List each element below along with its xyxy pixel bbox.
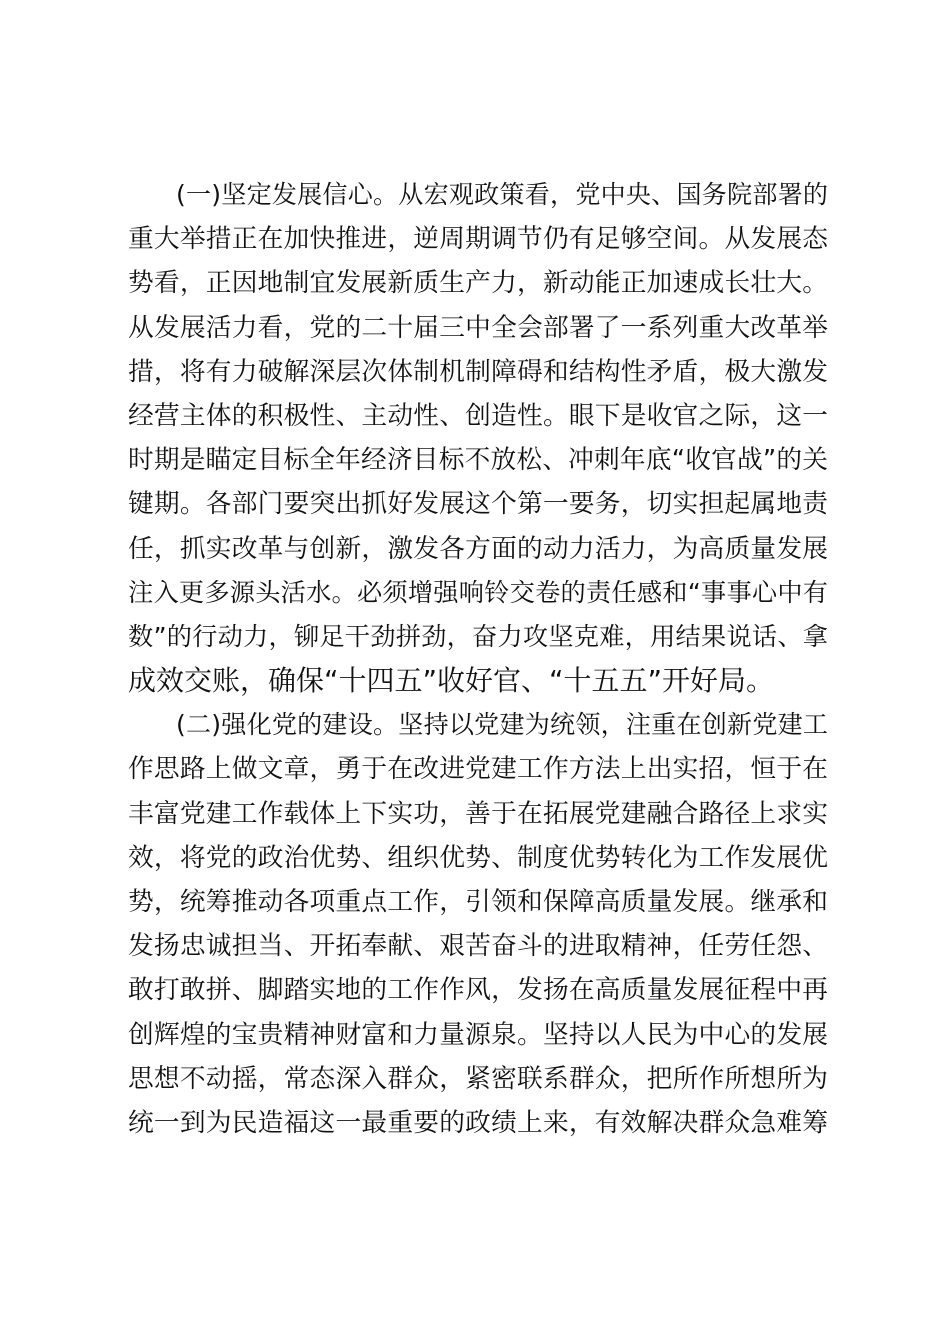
paragraph-2-line-6: 发扬忠诚担当、开拓奉献、艰苦奋斗的进取精神，任劳任怨、 — [128, 931, 828, 962]
paragraph-2-line-8: 创辉煌的宝贵精神财富和力量源泉。坚持以人民为中心的发展 — [128, 1019, 828, 1050]
paragraph-2-line-4: 效，将党的政治优势、组织优势、制度优势转化为工作发展优 — [128, 842, 828, 873]
paragraph-1-line-5: 措，将有力破解深层次体制机制障碍和结构性矛盾，极大激发 — [128, 356, 828, 387]
paragraph-1-line-2: 重大举措正在加快推进，逆周期调节仍有足够空间。从发展态 — [128, 224, 828, 255]
paragraph-1-line-6: 经营主体的积极性、主动性、创造性。眼下是收官之际，这一 — [128, 400, 828, 431]
paragraph-2-line-10: 统一到为民造福这一最重要的政绩上来，有效解决群众急难筹 — [128, 1107, 828, 1138]
paragraph-1-line-10: 注入更多源头活水。必须增强响铃交卷的责任感和“事事心中有 — [128, 577, 828, 607]
paragraph-1-line-8: 键期。各部门要突出抓好发展这个第一要务，切实担起属地责 — [128, 489, 828, 520]
paragraph-2-line-2: 作思路上做文章，勇于在改进党建工作方法上出实招，恒于在 — [128, 754, 828, 785]
paragraph-1-line-4: 从发展活力看，党的二十届三中全会部署了一系列重大改革举 — [128, 312, 828, 343]
paragraph-1-line-7: 时期是瞄定目标全年经济目标不放松、冲刺年底“收官战”的关 — [128, 445, 828, 476]
paragraph-1-line-1: (一)坚定发展信心。从宏观政策看，党中央、国务院部署的 — [176, 180, 828, 209]
body-text — [128, 173, 828, 1145]
paragraph-2-line-1: (二)强化党的建设。坚持以党建为统领，注重在创新党建工 — [176, 710, 828, 740]
paragraph-2-line-3: 丰富党建工作载体上下实功，善于在拓展党建融合路径上求实 — [128, 798, 828, 829]
paragraph-1-line-9: 任，抓实改革与创新，激发各方面的动力活力，为高质量发展 — [128, 533, 828, 564]
paragraph-2-line-5: 势，统筹推动各项重点工作，引领和保障高质量发展。继承和 — [128, 887, 828, 917]
paragraph-1-line-3: 势看，正因地制宜发展新质生产力，新动能正加速成长壮大。 — [128, 268, 828, 299]
paragraph-1-line-11: 数”的行动力，铆足干劲拼劲，奋力攻坚克难，用结果说话、拿 — [128, 621, 828, 651]
paragraph-2-line-9: 思想不动摇，常态深入群众，紧密联系群众，把所作所想所为 — [128, 1063, 828, 1094]
paragraph-2-line-7: 敢打敢拼、脚踏实地的工作作风，发扬在高质量发展征程中再 — [128, 975, 828, 1006]
paragraph-1-line-12: 成效交账，确保“十四五”收好官、“十五五”开好局。 — [128, 664, 775, 698]
